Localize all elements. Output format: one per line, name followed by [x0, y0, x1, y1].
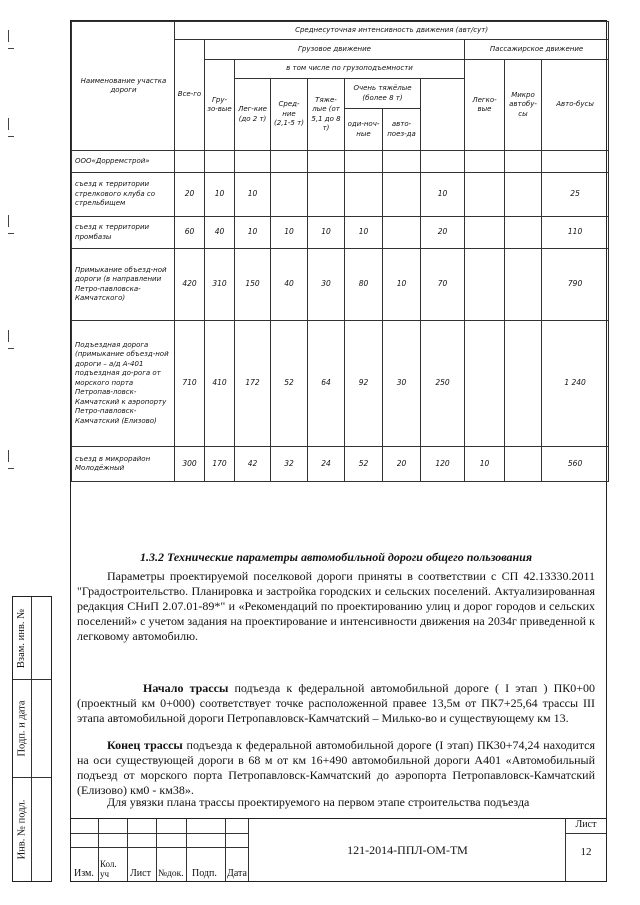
- header-minibuses: Микро автобу-сы: [505, 60, 542, 151]
- cell-medium: 40: [271, 249, 308, 321]
- row-name: Примыкание объезд-ной дороги (в направлении Петро-павловска-Камчатского): [72, 249, 175, 321]
- page-frame: [70, 20, 607, 882]
- cell-light: [235, 151, 271, 173]
- label-vzam-container: [13, 597, 31, 679]
- cell-micro: [465, 249, 505, 321]
- binding-mark: [8, 330, 9, 342]
- cell-heavy: 24: [308, 447, 345, 482]
- cell-light: 10: [235, 173, 271, 217]
- binding-mark: [8, 118, 9, 130]
- stamp-col-podp: [187, 819, 226, 881]
- cell-trains: 20: [383, 447, 421, 482]
- cell-cars: 120: [421, 447, 465, 482]
- cell-medium: 52: [271, 321, 308, 447]
- cell-buses: [505, 173, 542, 217]
- route-end-text: подъезда к федеральной автомобильной дороге (I этап) ПК30+74,24 находится на оси существующей дороги в 68 м от км 16+490 автомобильной дороги А401 «Автомобильный подъезд от морского порта Петропавловск-Камчатский до аэропорта Петропавловск-Камчатский (Елизово) км0 - км38».: [77, 738, 595, 797]
- header-by-capacity: в том числе по грузоподъемности: [235, 60, 465, 79]
- cell-trains: [383, 173, 421, 217]
- row-name: съезд к территории промбазы: [72, 217, 175, 249]
- header-total: Все-го: [175, 40, 205, 151]
- header-cargo-traffic: Грузовое движение: [205, 40, 465, 60]
- cell-single: 10: [345, 217, 383, 249]
- cell-single: [345, 173, 383, 217]
- binding-strip: [12, 596, 52, 882]
- cell-heavy: [308, 151, 345, 173]
- row-name: съезд к территории стрелкового клуба со стрельбищем: [72, 173, 175, 217]
- table-row: [72, 217, 609, 249]
- cell-micro: 10: [465, 447, 505, 482]
- cell-cargo: [205, 151, 235, 173]
- cell-single: [345, 151, 383, 173]
- cell-buses: [505, 249, 542, 321]
- cell-buses: [505, 151, 542, 173]
- paragraph-alignment: Для увязки плана трассы проектируемого на первом этапе строительства подъезда: [107, 795, 530, 809]
- header-cars: Легко-вые: [465, 60, 505, 151]
- cell-heavy: 64: [308, 321, 345, 447]
- traffic-intensity-table: [71, 21, 609, 482]
- stamp-podp: Подп.: [192, 868, 217, 879]
- binding-mark: [8, 215, 9, 227]
- cell-light: 42: [235, 447, 271, 482]
- stamp-kol: Кол. уч: [100, 859, 117, 879]
- stamp-list: Лист: [130, 868, 151, 879]
- cell-medium: 32: [271, 447, 308, 482]
- cell-cargo: 410: [205, 321, 235, 447]
- cell-micro: [465, 151, 505, 173]
- cell-light: 150: [235, 249, 271, 321]
- cell-medium: [271, 173, 308, 217]
- cell-medium: [271, 151, 308, 173]
- cell-reduced: 790: [542, 249, 609, 321]
- header-very-heavy: Очень тяжёлые (более 8 т): [345, 79, 421, 109]
- cell-heavy: 30: [308, 249, 345, 321]
- cell-trains: [383, 151, 421, 173]
- header-light: Лег-кие (до 2 т): [235, 79, 271, 151]
- stamp-ndok: №док.: [158, 869, 184, 879]
- header-road-trains: авто-поез-да: [383, 109, 421, 151]
- cell-single: 80: [345, 249, 383, 321]
- cell-medium: 10: [271, 217, 308, 249]
- cell-total: 60: [175, 217, 205, 249]
- binding-mark: [8, 450, 9, 462]
- paragraph-route-end: [77, 738, 595, 798]
- header-buses: Авто-бусы: [542, 60, 609, 151]
- stamp-izm: Изм.: [74, 868, 94, 879]
- cell-buses: [505, 217, 542, 249]
- cell-trains: 10: [383, 249, 421, 321]
- sheet-number: 12: [580, 846, 592, 858]
- cell-micro: [465, 217, 505, 249]
- cell-cars: 250: [421, 321, 465, 447]
- cell-light: 10: [235, 217, 271, 249]
- cell-cars: 10: [421, 173, 465, 217]
- binding-mark: [8, 136, 14, 137]
- cell-cargo: 10: [205, 173, 235, 217]
- cell-cars: [421, 151, 465, 173]
- cell-total: 710: [175, 321, 205, 447]
- row-name: ООО«Дорремстрой»: [72, 151, 175, 173]
- cell-total: 420: [175, 249, 205, 321]
- cell-reduced: 560: [542, 447, 609, 482]
- cell-buses: [505, 447, 542, 482]
- header-medium: Сред-ние (2,1-5 т): [271, 79, 308, 151]
- cell-cargo: 170: [205, 447, 235, 482]
- header-cargo-total: Гру-зо-вые: [205, 60, 235, 151]
- header-average-daily-intensity: Среднесуточная интенсивность движения (авт/сут): [175, 22, 609, 40]
- binding-mark: [8, 468, 14, 469]
- sheet-box: [565, 819, 606, 881]
- section-heading: 1.3.2 Технические параметры автомобильной дороги общего пользования: [139, 550, 533, 564]
- cell-total: [175, 151, 205, 173]
- cell-single: 92: [345, 321, 383, 447]
- route-end-label: Конец трассы: [107, 738, 183, 752]
- cell-reduced: 1 240: [542, 321, 609, 447]
- table-row: [72, 173, 609, 217]
- label-podp-container: [13, 679, 31, 777]
- binding-mark: [8, 30, 9, 42]
- header-passenger-traffic: Пассажирское движение: [465, 40, 609, 60]
- cell-cargo: 40: [205, 217, 235, 249]
- stamp-col-ndok: [157, 819, 187, 881]
- cell-total: 20: [175, 173, 205, 217]
- strip-divider: [31, 597, 32, 881]
- cell-cargo: 310: [205, 249, 235, 321]
- cell-cars: 70: [421, 249, 465, 321]
- cell-reduced: [542, 151, 609, 173]
- cell-reduced: 110: [542, 217, 609, 249]
- document-code: 121-2014-ППЛ-ОМ-ТМ: [347, 842, 468, 857]
- sheet-label: Лист: [566, 819, 606, 834]
- cell-cars: 20: [421, 217, 465, 249]
- label-inv-container: [13, 777, 31, 881]
- cell-light: 172: [235, 321, 271, 447]
- stamp-data: Дата: [227, 868, 247, 879]
- stamp-col-kol: [99, 819, 128, 881]
- cell-trains: 30: [383, 321, 421, 447]
- cell-heavy: 10: [308, 217, 345, 249]
- title-block: [71, 818, 606, 881]
- cell-trains: [383, 217, 421, 249]
- binding-mark: [8, 48, 14, 49]
- label-podp-data: Подп. и дата: [16, 699, 28, 757]
- header-heavy: Тяже-лые (от 5,1 до 8 т): [308, 79, 345, 151]
- cell-reduced: 25: [542, 173, 609, 217]
- route-start-text: подъезда к федеральной автомобильной дороге ( I этап ) ПК0+00 (проектный км 0+000) соответствует точке расположенной правее 13,5м от ПК7+25,64 трассы III этапа автомобильной дороги Петропавловск-Камчатский – Милько-во и существующему км 13.: [77, 681, 596, 725]
- binding-mark: [8, 233, 14, 234]
- table-row: [72, 151, 609, 173]
- stamp-col-data: [226, 819, 249, 881]
- label-inv-podl: Инв. № подл.: [16, 799, 28, 859]
- table-row: [72, 447, 609, 482]
- row-name: съезд в микрорайон Молодёжный: [72, 447, 175, 482]
- paragraph-parameters: Параметры проектируемой поселковой дороги приняты в соответствии с СП 42.13330.2011 "Градостроительство. Планировка и застройка городских и сельских поселений. Актуализированная редакция СНиП 2.07.01-89*" и «Рекомендаций по проектированию улиц и дорог городов и сельских поселений» с учетом задания на проектирование и интенсивности движения на 2034г приведенной к легковому автомобилю.: [77, 569, 595, 643]
- cell-buses: [505, 321, 542, 447]
- table-row: [72, 321, 609, 447]
- paragraph-route-start: [77, 681, 595, 726]
- label-vzam-inv: Взам. инв. №: [16, 608, 28, 668]
- cell-micro: [465, 173, 505, 217]
- table-row: [72, 249, 609, 321]
- header-single: оди-ноч-ные: [345, 109, 383, 151]
- stamp-col-izm: [71, 819, 99, 881]
- route-start-label: Начало трассы: [143, 681, 229, 695]
- stamp-col-list: [128, 819, 157, 881]
- binding-mark: [8, 348, 14, 349]
- cell-total: 300: [175, 447, 205, 482]
- header-road-section: Наименование участка дороги: [72, 22, 175, 151]
- cell-heavy: [308, 173, 345, 217]
- cell-micro: [465, 321, 505, 447]
- row-name: Подъездная дорога (примыкание объезд-ной дороги – а/д А-401 подъездная до-рога от морского порта Петропав-ловск-Камчатский к аэропорту Петро-павловск-Камчатский (Елизово): [72, 321, 175, 447]
- cell-single: 52: [345, 447, 383, 482]
